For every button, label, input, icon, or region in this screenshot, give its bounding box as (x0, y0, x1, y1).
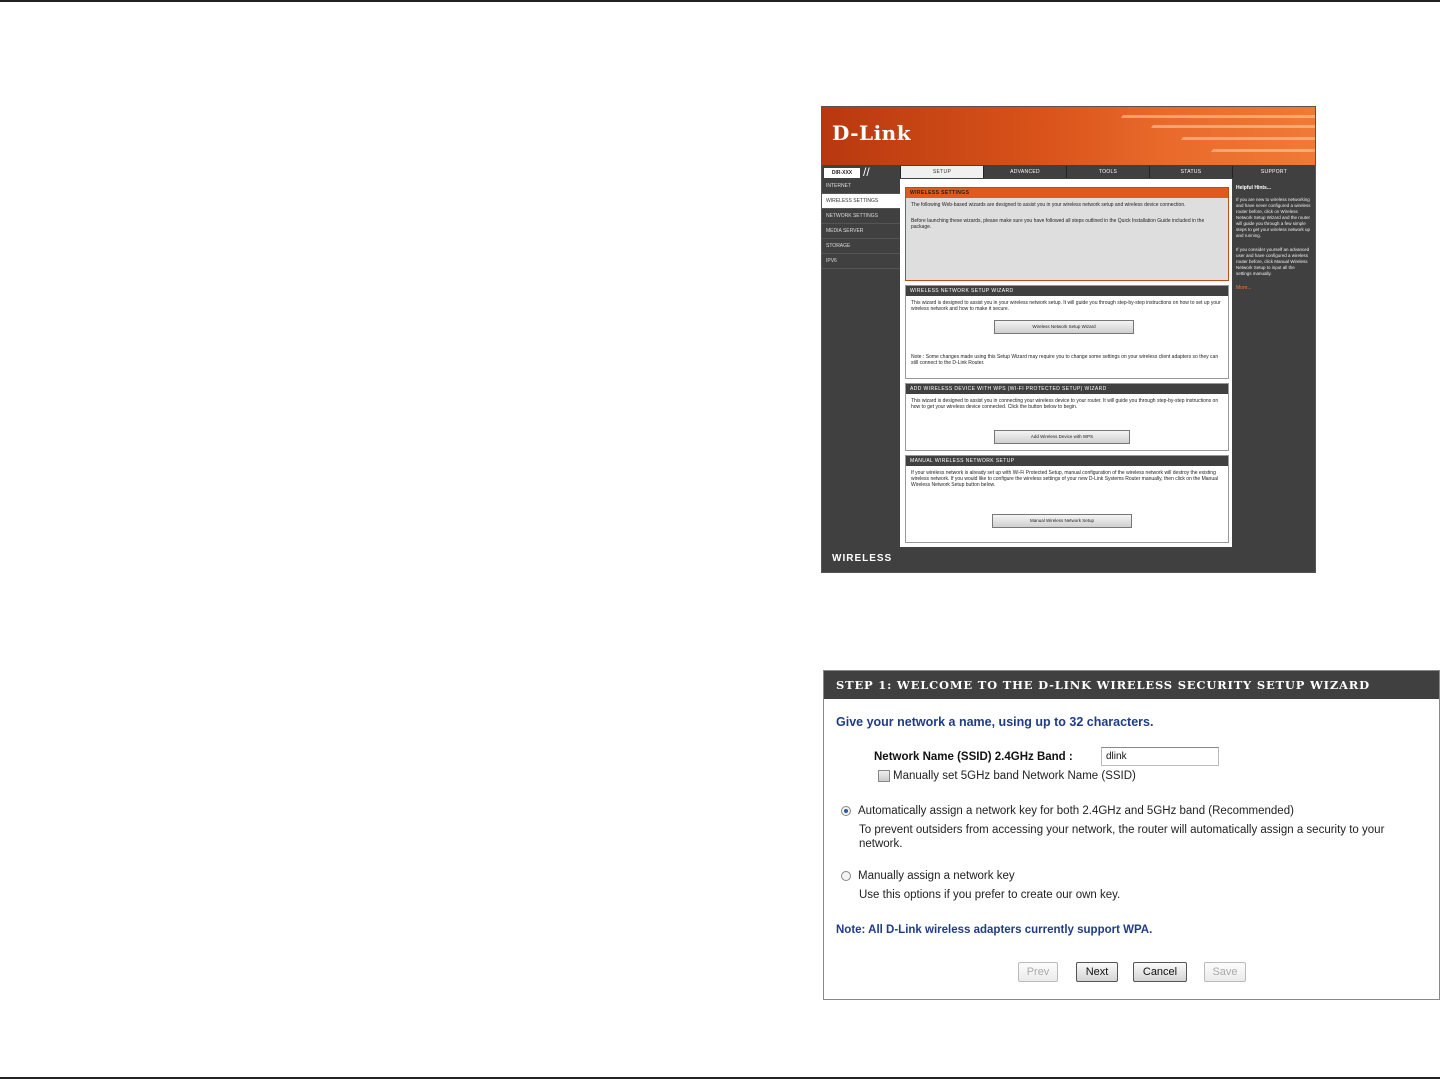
wps-wizard-section (905, 383, 1229, 451)
manual-key-row (841, 870, 1015, 882)
help-text-1: If you are new to wireless networking and have never configured a wireless router before, click on Wireless Network Setup Wizard and the router will guide you through a few simple steps to get your wireless network up and running. (1236, 197, 1311, 238)
page-bottom-rule (0, 1077, 1440, 1079)
wps-wizard-title: ADD WIRELESS DEVICE WITH WPS (WI-FI PROTECTED SETUP) WIZARD (906, 384, 1228, 394)
wizard-title: STEP 1: WELCOME TO THE D-LINK WIRELESS SECURITY SETUP WIZARD (824, 671, 1439, 699)
dlink-banner (822, 107, 1315, 165)
next-button[interactable]: Next (1076, 962, 1118, 982)
intro-section (905, 187, 1229, 281)
tab-support[interactable]: SUPPORT (1232, 166, 1315, 178)
security-wizard-step1-screenshot (823, 670, 1440, 1000)
help-text-2: If you consider yourself an advanced user and have configured a wireless router before, click Manual Wireless Network Setup to input all the settings manually. (1236, 247, 1310, 276)
nav-item-internet[interactable]: INTERNET (822, 179, 900, 194)
left-nav (822, 179, 900, 547)
help-title: Helpful Hints... (1236, 185, 1271, 191)
model-separator-icon: // (863, 165, 870, 179)
manual-5ghz-checkbox[interactable] (878, 770, 890, 782)
ssid-label: Network Name (SSID) 2.4GHz Band : (874, 751, 1073, 763)
wizard-lead-text: Give your network a name, using up to 32 characters. (836, 715, 1154, 729)
helpful-hints-panel (1232, 179, 1315, 547)
wireless-setup-wizard-button[interactable]: Wireless Network Setup Wizard (994, 320, 1134, 334)
nav-item-wireless-settings[interactable]: WIRELESS SETTINGS (822, 194, 900, 209)
intro-text-1: The following Web-based wizards are designed to assist you in your wireless network setup and wireless device connection. (911, 202, 1186, 208)
nav-item-media-server[interactable]: MEDIA SERVER (822, 224, 900, 239)
setup-wizard-section (905, 285, 1229, 379)
add-wps-device-button[interactable]: Add Wireless Device with WPS (994, 430, 1130, 444)
manual-key-label: Manually assign a network key (858, 870, 1015, 882)
main-content (900, 179, 1232, 547)
manual-key-radio[interactable] (841, 871, 851, 881)
model-badge: DIR-XXX (824, 168, 860, 178)
tab-status[interactable]: STATUS (1149, 166, 1232, 178)
page-top-rule (0, 0, 1440, 2)
manual-network-setup-button[interactable]: Manual Wireless Network Setup (992, 514, 1132, 528)
ssid-input[interactable] (1101, 747, 1219, 766)
prev-button[interactable]: Prev (1018, 962, 1058, 982)
manual-key-description: Use this options if you prefer to create our own key. (859, 889, 1121, 901)
manual-5ghz-row (878, 770, 1136, 782)
manual-setup-section (905, 455, 1229, 543)
tab-setup[interactable]: SETUP (900, 166, 983, 178)
manual-setup-title: MANUAL WIRELESS NETWORK SETUP (906, 456, 1228, 466)
intro-text-2: Before launching these wizards, please make sure you have followed all steps outlined in the Quick Installation Guide included in the package. (911, 218, 1205, 230)
auto-key-label: Automatically assign a network key for both 2.4GHz and 5GHz band (Recommended) (858, 805, 1294, 817)
router-wireless-settings-screenshot (821, 106, 1316, 573)
wps-wizard-text: This wizard is designed to assist you in connecting your wireless device to your router. It will guide you through step-by-step instructions on how to get your wireless device connected. Click the button below to begin. (911, 398, 1219, 410)
dlink-logo: D-Link (832, 121, 912, 145)
setup-wizard-note: Note : Some changes made using this Setup Wizard may require you to change some settings on your wireless client adapters so they can still connect to the D-Link Router. (911, 354, 1219, 366)
intro-title: WIRELESS SETTINGS (906, 188, 1228, 198)
auto-key-row (841, 805, 1294, 817)
auto-key-radio[interactable] (841, 806, 851, 816)
help-more-link[interactable]: More... (1236, 285, 1252, 291)
save-button[interactable]: Save (1204, 962, 1246, 982)
footer-bar (822, 547, 1315, 572)
setup-wizard-title: WIRELESS NETWORK SETUP WIZARD (906, 286, 1228, 296)
nav-item-storage[interactable]: STORAGE (822, 239, 900, 254)
nav-item-network-settings[interactable]: NETWORK SETTINGS (822, 209, 900, 224)
auto-key-description: To prevent outsiders from accessing your network, the router will automatically assign a security to your network. (859, 824, 1385, 850)
manual-setup-text: If your wireless network is already set up with Wi-Fi Protected Setup, manual configuration of the wireless network will destroy the existing wireless network. If you would like to configure the wireless settings of your new D-Link Systems Router manually, then click on the Manual Wireless Network Setup button below. (911, 470, 1218, 488)
tab-advanced[interactable]: ADVANCED (983, 166, 1066, 178)
wpa-note: Note: All D-Link wireless adapters currently support WPA. (836, 924, 1153, 936)
manual-5ghz-label: Manually set 5GHz band Network Name (SSID) (893, 770, 1136, 782)
setup-wizard-text: This wizard is designed to assist you in your wireless network setup. It will guide you through step-by-step instructions on how to set up your wireless network and how to make it secure. (911, 300, 1221, 312)
tab-tools[interactable]: TOOLS (1066, 166, 1149, 178)
cancel-button[interactable]: Cancel (1133, 962, 1187, 982)
nav-item-ipv6[interactable]: IPV6 (822, 254, 900, 269)
footer-label: WIRELESS (832, 553, 893, 564)
top-tabs (900, 166, 1315, 178)
